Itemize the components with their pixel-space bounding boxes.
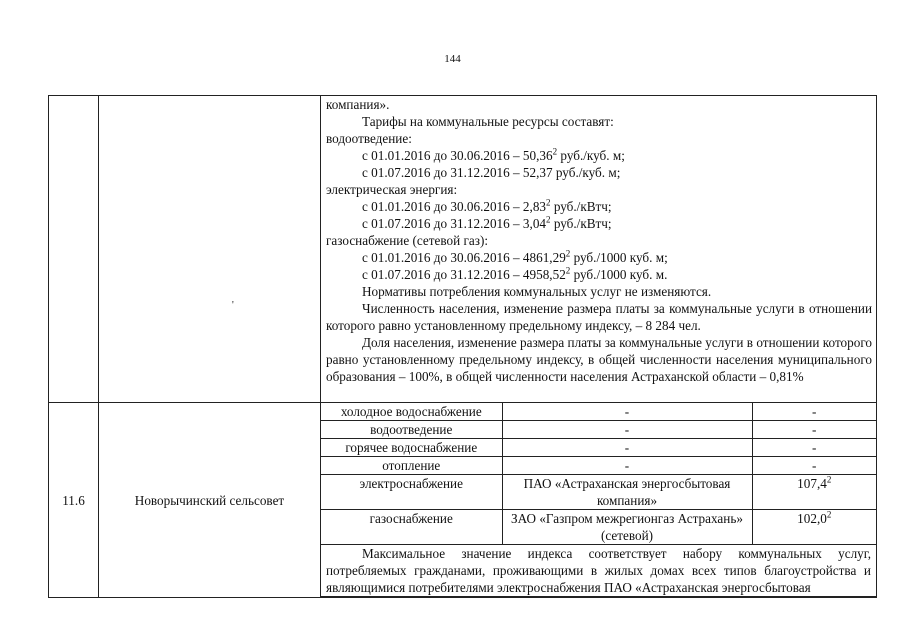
tariff-text: с 01.07.2016 до 31.12.2016 – 3,04 (362, 216, 547, 231)
service-row (321, 510, 876, 545)
service-index-cell (752, 510, 876, 545)
table-row-continued (49, 96, 877, 403)
text-paragraph: Численность населения, изменение размера платы за коммунальные услуги в отношении которого равно установленному предельному индексу, – 8 284 чел. (326, 301, 872, 333)
service-row (321, 439, 876, 457)
service-index: - (752, 457, 876, 475)
footnote-mark: 2 (826, 474, 832, 485)
tariff-text: с 01.01.2016 до 30.06.2016 – 2,83 (362, 199, 547, 214)
service-row (321, 475, 876, 510)
service-index: 107,4 (797, 476, 827, 491)
service-row (321, 403, 876, 421)
footnote-mark: 2 (565, 265, 571, 276)
service-name: газоснабжение (321, 510, 502, 545)
service-index: - (752, 403, 876, 421)
service-index: - (752, 439, 876, 457)
footnote-mark: 2 (546, 214, 551, 225)
tariff-line (326, 198, 872, 215)
municipality-name: Новорычинский сельсовет (99, 403, 321, 598)
footnote-mark: 2 (552, 146, 558, 157)
service-row (321, 421, 876, 439)
service-name: холодное водоснабжение (321, 403, 502, 421)
tariff-text: с 01.01.2016 до 30.06.2016 – 4861,29 (362, 250, 566, 265)
service-provider: - (502, 457, 752, 475)
service-name: отопление (321, 457, 502, 475)
service-index: 102,0 (797, 511, 827, 526)
service-row (321, 457, 876, 475)
tariff-text: с 01.01.2016 до 30.06.2016 – 50,36 (362, 148, 553, 163)
tariff-line (326, 147, 872, 164)
tariff-line (326, 249, 872, 266)
footer-cell (321, 545, 876, 597)
tariff-line (326, 266, 872, 283)
service-provider: ПАО «Астраханская энергосбытовая компания» (502, 475, 752, 510)
text-line: электрическая энергия: (326, 182, 458, 197)
footnote-mark: 2 (826, 509, 832, 520)
service-index-cell (752, 475, 876, 510)
footer-paragraph: Максимальное значение индекса соответствует набору коммунальных услуг, потребляемых гражданами, проживающими в жилых домах всех типов благоустройства и являющимися потребителями электроснабжения ПАО «Астраханская энергосбытовая (326, 546, 871, 595)
cell-number-empty (49, 96, 99, 403)
service-provider: - (502, 439, 752, 457)
cell-name-empty (99, 96, 321, 403)
tariff-text: с 01.07.2016 до 31.12.2016 – 4958,52 (362, 267, 566, 282)
stray-mark: ' (232, 300, 234, 311)
service-provider: - (502, 403, 752, 421)
tariff-unit: руб./1000 куб. м. (570, 267, 668, 282)
tariff-table (48, 95, 877, 598)
service-name: горячее водоснабжение (321, 439, 502, 457)
tariff-unit: руб./кВтч; (550, 199, 612, 214)
tariff-unit: руб./куб. м; (557, 148, 625, 163)
service-provider: - (502, 421, 752, 439)
tariff-line (326, 215, 872, 232)
text-line: с 01.07.2016 до 31.12.2016 – 52,37 руб./куб. м; (362, 165, 621, 180)
footer-row (321, 545, 876, 597)
tariff-unit: руб./1000 куб. м; (570, 250, 668, 265)
table-row-11-6 (49, 403, 877, 598)
text-line: газоснабжение (сетевой газ): (326, 233, 489, 248)
footnote-mark: 2 (546, 197, 551, 208)
tariff-unit: руб./кВтч; (550, 216, 612, 231)
service-name: электроснабжение (321, 475, 502, 510)
text-paragraph: Нормативы потребления коммунальных услуг не изменяются. (362, 284, 712, 299)
footnote-mark: 2 (565, 248, 571, 259)
service-index: - (752, 421, 876, 439)
text-paragraph: Доля населения, изменение размера платы за коммунальные услуги в отношении которого равно установленному предельному индексу, в общей численности населения муниципального образования – 100%, в общей численности населения Астраханской области – 0,81% (326, 335, 872, 384)
tariff-description-cell (321, 96, 877, 403)
row-number: 11.6 (49, 403, 99, 598)
services-table (321, 403, 876, 597)
text-line: Тарифы на коммунальные ресурсы составят: (362, 114, 614, 129)
text-line: водоотведение: (326, 131, 412, 146)
service-name: водоотведение (321, 421, 502, 439)
page-number: 144 (444, 53, 461, 65)
text-line: компания». (326, 97, 390, 112)
services-cell (321, 403, 877, 598)
service-provider: ЗАО «Газпром межрегионгаз Астрахань» (сетевой) (502, 510, 752, 545)
